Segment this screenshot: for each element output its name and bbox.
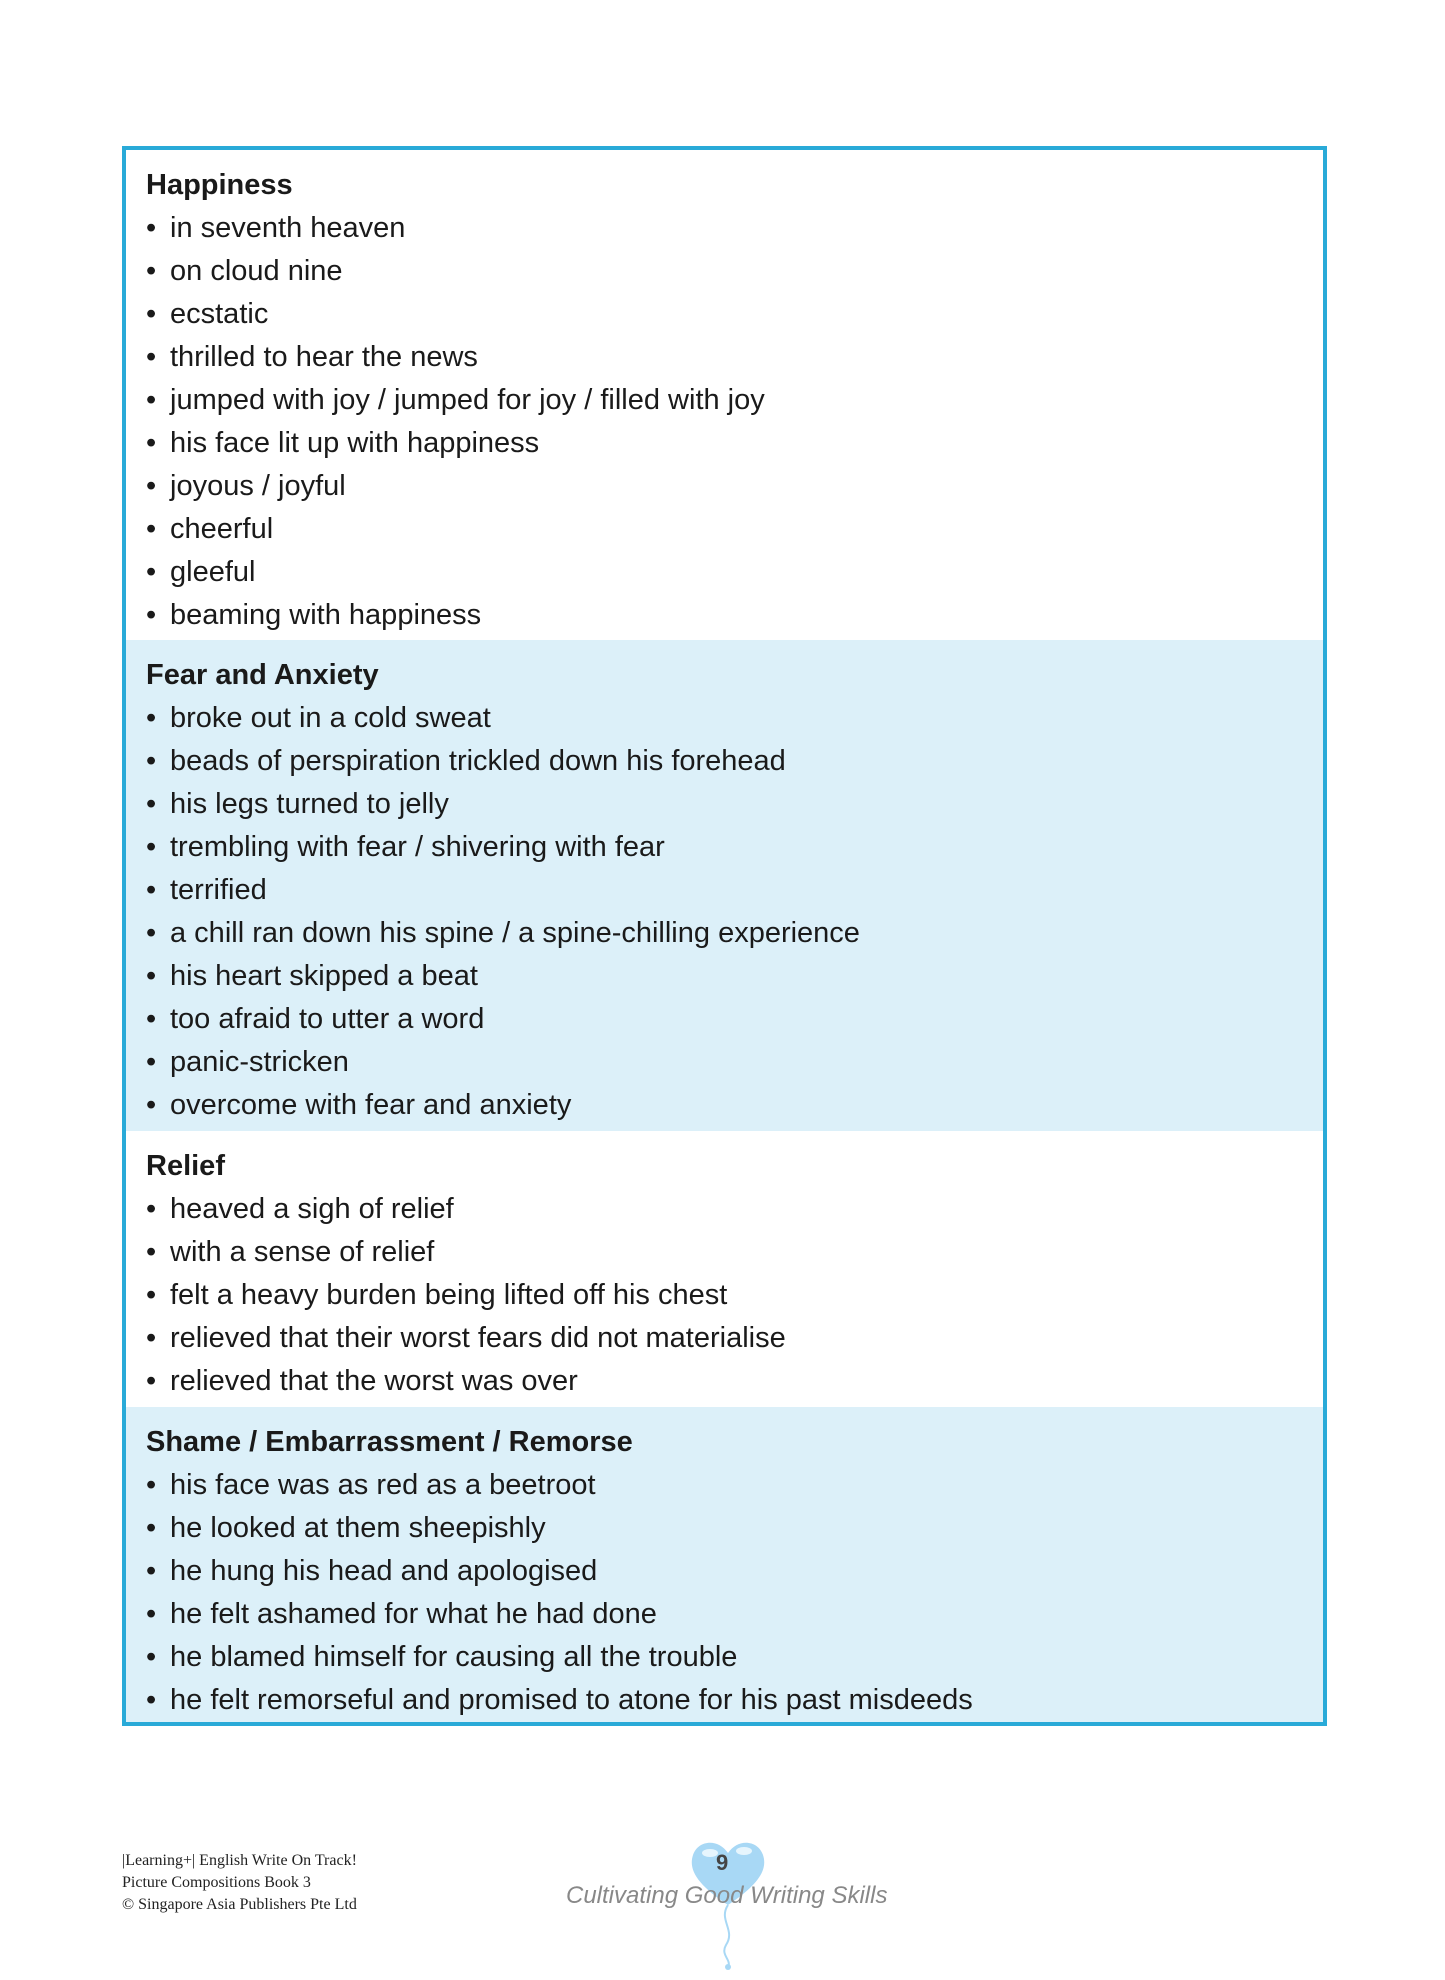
list-item: • felt a heavy burden being lifted off his chest xyxy=(146,1274,1323,1317)
footer-series: |Learning+| English Write On Track! xyxy=(122,1852,357,1869)
section-shame-embarrassment-remorse xyxy=(126,1407,1323,1722)
phrase-list xyxy=(146,1188,1323,1403)
phrase-list xyxy=(146,1464,1323,1722)
section-heading: Relief xyxy=(146,1150,225,1182)
footer-publisher-info xyxy=(122,1850,357,1916)
section-heading: Fear and Anxiety xyxy=(146,659,379,691)
list-item: • a chill ran down his spine / a spine-chilling experience xyxy=(146,912,1323,955)
page-number: 9 xyxy=(716,1850,729,1875)
list-item: • gleeful xyxy=(146,551,1323,594)
phrase-list xyxy=(146,207,1323,637)
vocabulary-box xyxy=(122,146,1327,1726)
list-item: • relieved that the worst was over xyxy=(146,1360,1323,1403)
list-item: • with a sense of relief xyxy=(146,1231,1323,1274)
section-heading: Shame / Embarrassment / Remorse xyxy=(146,1426,633,1458)
list-item: • his heart skipped a beat xyxy=(146,955,1323,998)
list-item: • his legs turned to jelly xyxy=(146,783,1323,826)
list-item: • he looked at them sheepishly xyxy=(146,1507,1323,1550)
list-item: • cheerful xyxy=(146,508,1323,551)
list-item: • beads of perspiration trickled down his forehead xyxy=(146,740,1323,783)
footer-copyright: © Singapore Asia Publishers Pte Ltd xyxy=(122,1896,357,1913)
list-item: • his face was as red as a beetroot xyxy=(146,1464,1323,1507)
list-item: • beaming with happiness xyxy=(146,594,1323,637)
section-happiness xyxy=(126,150,1323,640)
list-item: • too afraid to utter a word xyxy=(146,998,1323,1041)
list-item: • he hung his head and apologised xyxy=(146,1550,1323,1593)
list-item: • ecstatic xyxy=(146,293,1323,336)
list-item: • jumped with joy / jumped for joy / filled with joy xyxy=(146,379,1323,422)
list-item: • overcome with fear and anxiety xyxy=(146,1084,1323,1127)
list-item: • heaved a sigh of relief xyxy=(146,1188,1323,1231)
list-item: • trembling with fear / shivering with fear xyxy=(146,826,1323,869)
list-item: • in seventh heaven xyxy=(146,207,1323,250)
footer-tagline: Cultivating Good Writing Skills xyxy=(566,1882,888,1909)
section-heading: Happiness xyxy=(146,169,293,201)
section-fear-anxiety xyxy=(126,640,1323,1131)
list-item: • terrified xyxy=(146,869,1323,912)
list-item: • joyous / joyful xyxy=(146,465,1323,508)
list-item: • panic-stricken xyxy=(146,1041,1323,1084)
list-item: • relieved that their worst fears did not materialise xyxy=(146,1317,1323,1360)
list-item: • he felt ashamed for what he had done xyxy=(146,1593,1323,1636)
list-item: • thrilled to hear the news xyxy=(146,336,1323,379)
section-relief xyxy=(126,1131,1323,1407)
phrase-list xyxy=(146,697,1323,1127)
list-item: • his face lit up with happiness xyxy=(146,422,1323,465)
list-item: • on cloud nine xyxy=(146,250,1323,293)
list-item: • he blamed himself for causing all the trouble xyxy=(146,1636,1323,1679)
list-item: • broke out in a cold sweat xyxy=(146,697,1323,740)
list-item: • he felt remorseful and promised to atone for his past misdeeds xyxy=(146,1679,1323,1722)
footer-book: Picture Compositions Book 3 xyxy=(122,1874,311,1891)
